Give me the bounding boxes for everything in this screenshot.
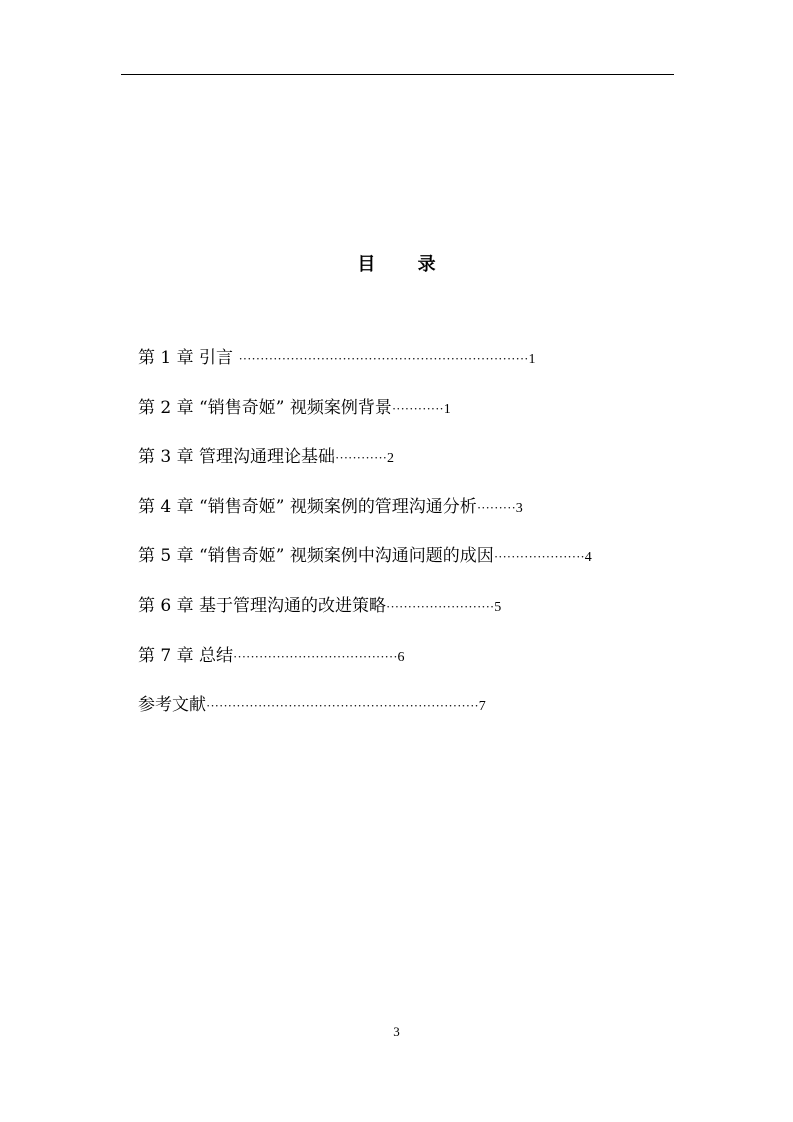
- toc-entry-references[interactable]: [138, 692, 678, 742]
- toc-page-number: 1: [443, 401, 451, 417]
- toc-entry-1[interactable]: [138, 345, 678, 395]
- toc-leader: ···································································: [238, 351, 529, 366]
- toc-page-number: 4: [584, 550, 592, 566]
- toc-entry-4[interactable]: [138, 494, 678, 544]
- toc-leader: ·························: [386, 598, 495, 614]
- toc-leader: ·····················: [493, 549, 585, 565]
- toc-entry-3[interactable]: [138, 444, 678, 494]
- toc-entry-6[interactable]: [138, 593, 678, 643]
- toc-entry-text: 参考文献: [138, 695, 206, 716]
- toc-entry-text: 第 1 章 引言: [138, 348, 239, 368]
- toc-entry-2[interactable]: [138, 395, 678, 445]
- toc-entry-5[interactable]: [138, 543, 678, 593]
- toc-entry-text: 第 7 章 总结: [138, 645, 234, 666]
- toc-page-number: 3: [515, 500, 523, 516]
- toc-entry-7[interactable]: [138, 643, 678, 693]
- toc-page-number: 5: [494, 599, 502, 615]
- toc-leader: ·······························································: [206, 698, 479, 714]
- toc-leader: ············: [335, 450, 387, 466]
- toc-page-number: 7: [478, 699, 486, 715]
- toc-leader: ·········: [476, 499, 516, 515]
- toc-entry-text: 第 4 章 “销售奇姬” 视频案例的管理沟通分析: [138, 496, 477, 517]
- toc-list: [138, 345, 678, 742]
- toc-page-number: 1: [528, 352, 536, 367]
- toc-page-number: 6: [397, 649, 405, 665]
- toc-entry-text: 第 3 章 管理沟通理论基础: [138, 447, 336, 468]
- toc-leader: ······································: [233, 648, 398, 664]
- toc-entry-text: 第 6 章 基于管理沟通的改进策略: [138, 595, 387, 616]
- header-rule: [121, 74, 674, 75]
- toc-entry-text: 第 2 章 “销售奇姬” 视频案例背景: [138, 397, 392, 418]
- toc-leader: ············: [391, 400, 444, 416]
- toc-page-number: 2: [386, 451, 394, 467]
- toc-title: 目 录: [357, 254, 454, 275]
- toc-entry-text: 第 5 章 “销售奇姬” 视频案例中沟通问题的成因: [138, 546, 494, 567]
- footer-page-number: 3: [393, 1024, 400, 1039]
